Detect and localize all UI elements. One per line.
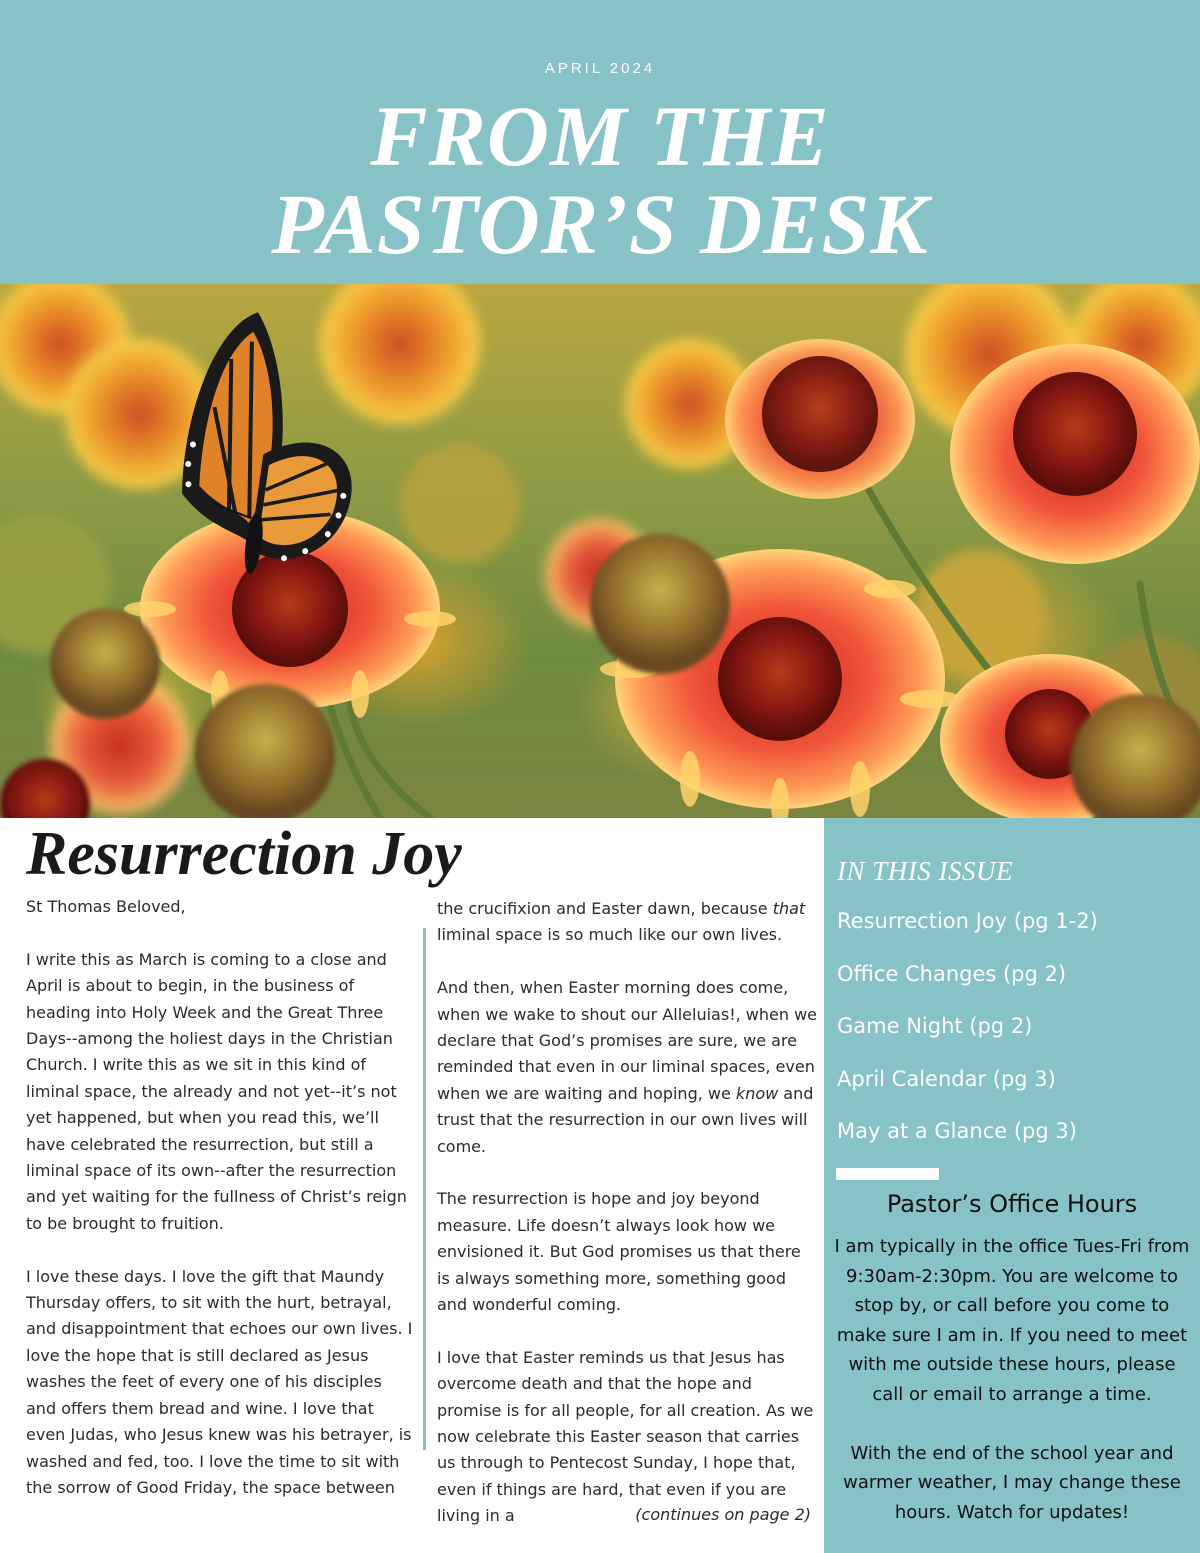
article-paragraph: The resurrection is hope and joy beyond measure. Life doesn’t always look how we envisioned it. But God promises us that there is always something more, something good and wonderful coming. xyxy=(437,1189,801,1315)
emphasis-text: know xyxy=(735,1083,779,1103)
article-paragraph: I love these days. I love the gift that Maundy Thursday offers, to sit with the hurt, betrayal, and disappointment that echoes our own lives. I love the hope that is still declared as Jesus washes the feet of every one of his disciples and offers them bread and wine. I love that even Judas, who Jesus knew was his betrayer, is washed and fed, too. I love the time to sit with the sorrow of Good Friday, the space between xyxy=(26,1266,413,1497)
bud xyxy=(590,534,730,674)
office-hours-body xyxy=(832,1232,1192,1553)
toc-item-game-night[interactable]: Game Night (pg 2) xyxy=(837,1014,1033,1038)
toc-heading: IN THIS ISSUE xyxy=(837,856,1013,886)
section-divider-bar xyxy=(836,1168,939,1180)
newsletter-title-line2: PASTOR’S DESK xyxy=(271,176,929,272)
article-title: Resurrection Joy xyxy=(26,820,462,888)
article-column-left xyxy=(26,894,414,1528)
toc-item-office-changes[interactable]: Office Changes (pg 2) xyxy=(837,961,1067,986)
toc-list xyxy=(837,906,1098,1169)
emphasis-text: that xyxy=(772,899,806,918)
text-run: And then, when Easter morning does come, when we wake to shout our Alleluias!, when we declare that God’s promises are sure, we are reminded that even in our liminal spaces, even when we are waiting and hoping, we xyxy=(437,978,817,1103)
issue-date: APRIL 2024 xyxy=(544,60,656,77)
article-paragraph: I write this as March is coming to a close and April is about to begin, in the business of heading into Holy Week and the Great Three Days--among the holiest days in the Christian Church. I write this as we sit in this kind of liminal space, the already and not yet--it’s not yet happened, but when you read this, we’ll have celebrated the resurrection, but still a liminal space of its own--after the resurrection and yet waiting for the fullness of Christ’s reign to be brought to fruition. xyxy=(26,949,407,1233)
article-paragraph xyxy=(437,896,817,949)
flower-upper-middle xyxy=(725,339,915,499)
flower-top-right xyxy=(950,344,1200,564)
sidebar xyxy=(824,818,1200,1553)
text-run: and trust that the resurrection in our own lives will come. xyxy=(437,1083,814,1156)
article-column-right xyxy=(437,896,817,1553)
hero-illustration xyxy=(0,284,1200,818)
office-hours-paragraph: With the end of the school year and warmer weather, I may change these hours. Watch for updates! xyxy=(843,1442,1181,1523)
toc-item-may-at-a-glance[interactable]: May at a Glance (pg 3) xyxy=(837,1119,1077,1143)
newsletter-title-line1: FROM THE xyxy=(370,88,830,184)
office-hours-heading: Pastor’s Office Hours xyxy=(886,1190,1138,1218)
text-run: the crucifixion and Easter dawn, because xyxy=(437,899,773,918)
toc-item-resurrection-joy[interactable]: Resurrection Joy (pg 1-2) xyxy=(837,909,1098,933)
text-run: liminal space is so much like our own lives. xyxy=(437,925,783,945)
office-hours-paragraph: I am typically in the office Tues-Fri from 9:30am-2:30pm. You are welcome to stop by, or call before you come to make sure I am in. If you need to meet with me outside these hours, please call or email to arrange a time. xyxy=(834,1236,1190,1405)
column-divider xyxy=(423,928,426,1450)
article-paragraph xyxy=(437,975,817,1160)
continues-note: (continues on page 2) xyxy=(635,1505,811,1524)
article-paragraph: I love that Easter reminds us that Jesus has overcome death and that the hope and promise is for all people, for all creation. As we now celebrate this Easter season that carries us through to Pentecost Sunday, I hope that, even if things are hard, that even if you are living in a xyxy=(437,1347,814,1526)
hero-photo-butterfly-flowers xyxy=(0,284,1200,818)
toc-item-april-calendar[interactable]: April Calendar (pg 3) xyxy=(837,1066,1056,1091)
bud xyxy=(50,609,160,719)
newsletter-title xyxy=(0,88,1200,272)
bud xyxy=(195,684,335,818)
article-salutation: St Thomas Beloved, xyxy=(26,897,186,916)
masthead xyxy=(0,0,1200,284)
